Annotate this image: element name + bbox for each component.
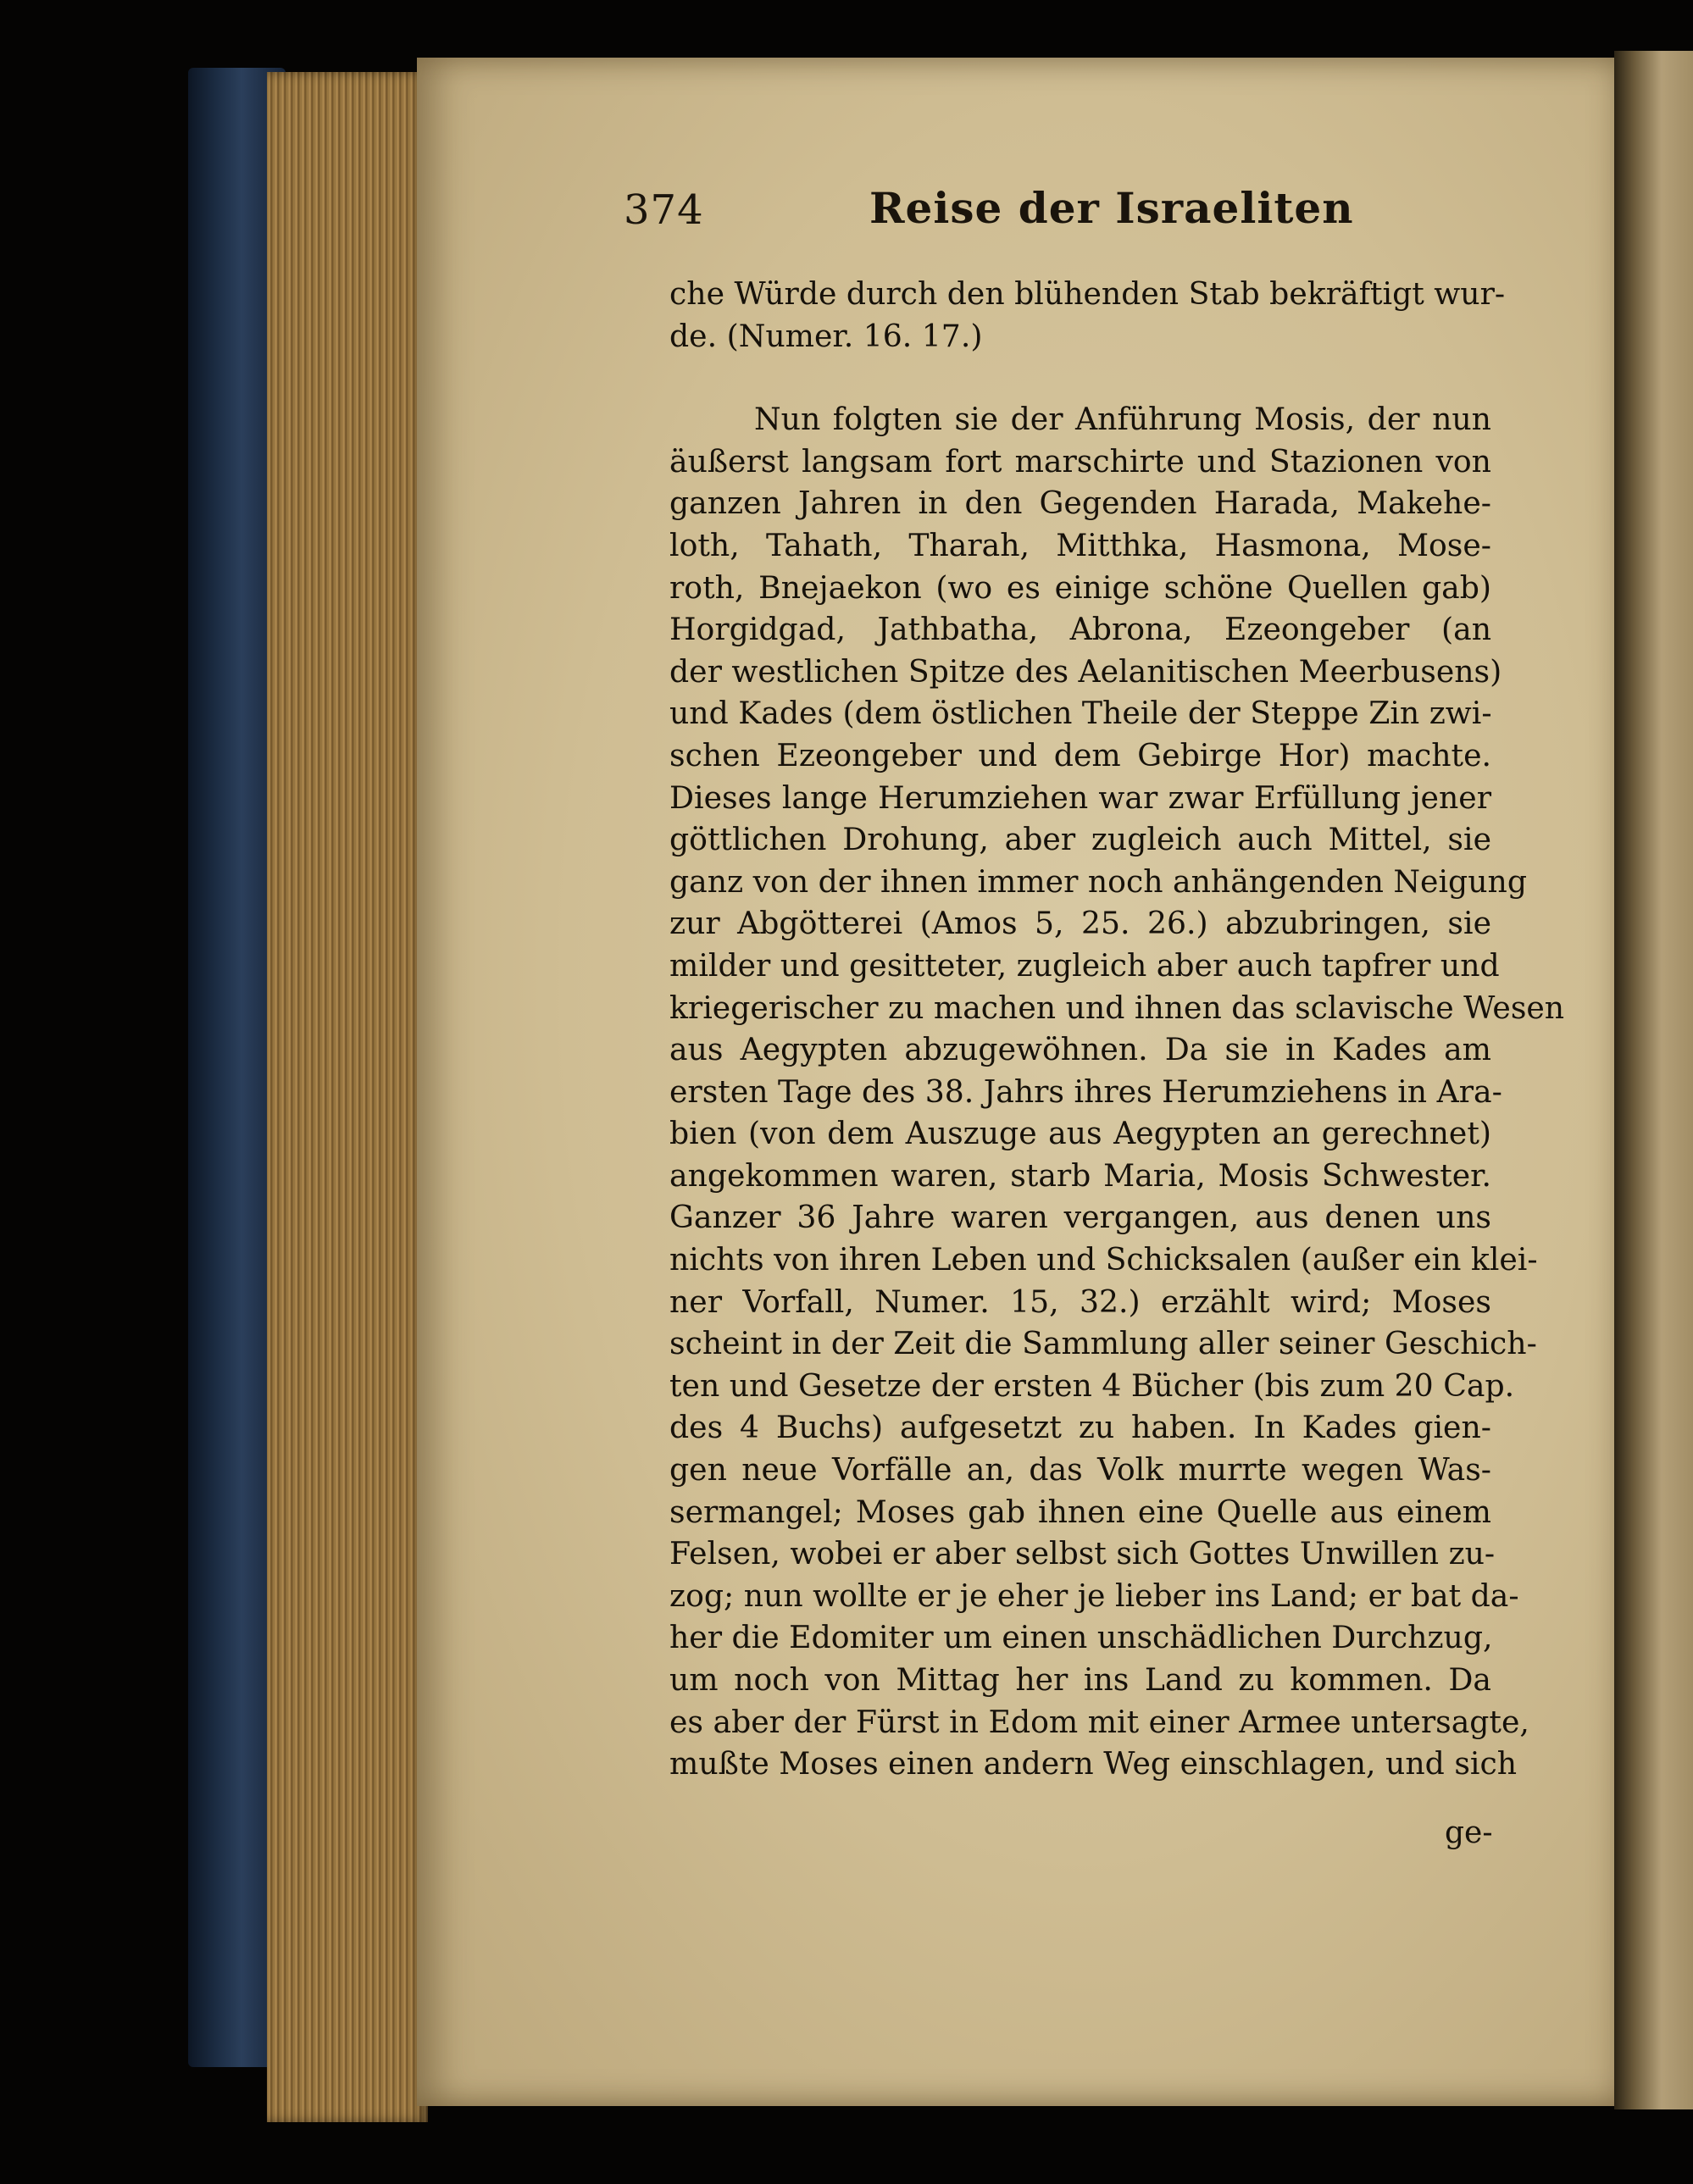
page-block-edges: [267, 72, 428, 2122]
body-text: [669, 273, 1565, 1785]
text-line: es aber der Fürst in Edom mit einer Armee untersagte,: [669, 1703, 1529, 1740]
text-line: ten und Gesetze der ersten 4 Bücher (bis zum 20 Cap.: [669, 1366, 1515, 1404]
text-line: milder und gesitteter, zugleich aber auch tapfrer und: [669, 946, 1500, 984]
text-line: nichts von ihren Leben und Schicksalen (außer ein klei-: [669, 1241, 1538, 1278]
page-number: 374: [624, 186, 704, 234]
text-line: ganz von der ihnen immer noch anhängenden Neigung: [669, 862, 1527, 900]
paragraph: [669, 398, 1565, 1785]
running-title: Reise der Israeliten: [869, 183, 1354, 233]
text-line: um noch von Mittag her ins Land zu kommen. Da: [669, 1661, 1491, 1698]
text-line: Felsen, wobei er aber selbst sich Gottes Unwillen zu-: [669, 1535, 1496, 1572]
paragraph-gap: [669, 357, 1491, 398]
text-line: che Würde durch den blühenden Stab bekräftigt wur-: [669, 275, 1506, 312]
text-line: loth, Tahath, Tharah, Mitthka, Hasmona, Mose-: [669, 526, 1491, 563]
text-line: äußerst langsam fort marschirte und Stazionen von: [669, 442, 1491, 479]
page-header: [624, 180, 1522, 239]
text-line: bien (von dem Auszuge aus Aegypten an gerechnet): [669, 1115, 1491, 1152]
right-page-edge: [1614, 51, 1693, 2109]
text-line: sermangel; Moses gab ihnen eine Quelle aus einem: [669, 1493, 1491, 1530]
text-line: kriegerischer zu machen und ihnen das sclavische Wesen: [669, 989, 1565, 1026]
catchword: ge-: [1445, 1815, 1493, 1850]
text-line: Dieses lange Herumziehen war zwar Erfüllung jener: [669, 779, 1491, 816]
text-line: ganzen Jahren in den Gegenden Harada, Makehe-: [669, 485, 1491, 522]
text-line: ersten Tage des 38. Jahrs ihres Herumziehens in Ara-: [669, 1073, 1502, 1110]
text-line: her die Edomiter um einen unschädlichen Durchzug,: [669, 1619, 1493, 1656]
text-line: Ganzer 36 Jahre waren vergangen, aus denen uns: [669, 1199, 1491, 1236]
text-line: Horgidgad, Jathbatha, Abrona, Ezeongeber (an: [669, 611, 1491, 648]
text-line: der westlichen Spitze des Aelanitischen Meerbusens): [669, 652, 1502, 690]
text-line: des 4 Buchs) aufgesetzt zu haben. In Kades gien-: [669, 1409, 1491, 1446]
text-line: schen Ezeongeber und dem Gebirge Hor) machte.: [669, 736, 1491, 773]
text-line: roth, Bnejaekon (wo es einige schöne Quellen gab): [669, 568, 1491, 606]
text-line: aus Aegypten abzugewöhnen. Da sie in Kades am: [669, 1031, 1491, 1068]
text-line: scheint in der Zeit die Sammlung aller seiner Geschich-: [669, 1325, 1537, 1362]
text-line: göttlichen Drohung, aber zugleich auch Mittel, sie: [669, 821, 1491, 858]
text-line: zur Abgötterei (Amos 5, 25. 26.) abzubringen, sie: [669, 905, 1491, 942]
text-line: de. (Numer. 16. 17.): [669, 317, 983, 354]
text-line: ner Vorfall, Numer. 15, 32.) erzählt wird; Moses: [669, 1283, 1491, 1320]
text-line: zog; nun wollte er je eher je lieber ins Land; er bat da-: [669, 1577, 1519, 1614]
text-line: angekommen waren, starb Maria, Mosis Schwester.: [669, 1156, 1491, 1194]
text-line: mußte Moses einen andern Weg einschlagen, und sich: [669, 1745, 1518, 1782]
text-line: und Kades (dem östlichen Theile der Steppe Zin zwi-: [669, 695, 1492, 732]
text-line: Nun folgten sie der Anführung Mosis, der nun: [754, 401, 1491, 438]
text-line: gen neue Vorfälle an, das Volk murrte wegen Was-: [669, 1451, 1491, 1488]
paragraph: [669, 273, 1506, 357]
